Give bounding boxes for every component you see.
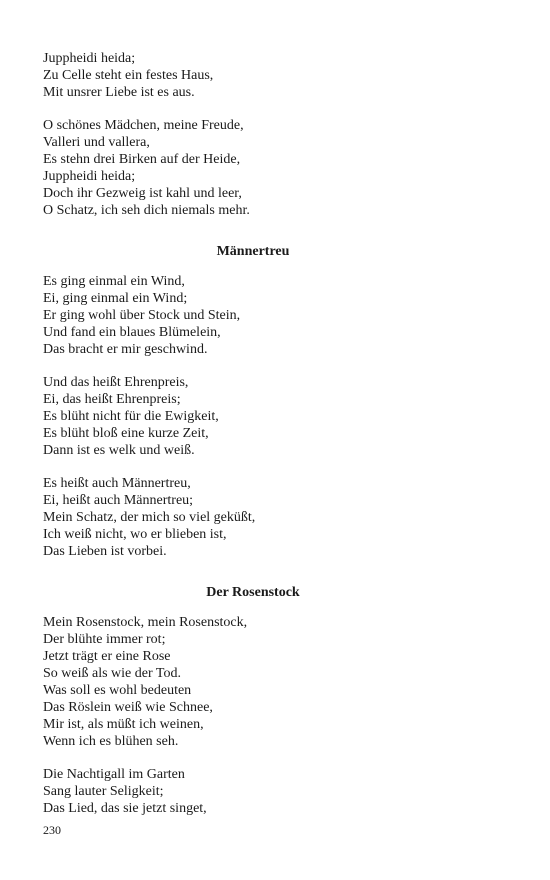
verse-line: Er ging wohl über Stock und Stein, — [43, 308, 241, 323]
verse-line: Das bracht er mir geschwind. — [43, 342, 208, 357]
verse-line: Wenn ich es blühen seh. — [43, 734, 179, 749]
verse-line: Doch ihr Gezweig ist kahl und leer, — [43, 186, 242, 201]
verse-line: Mein Schatz, der mich so viel geküßt, — [43, 510, 256, 525]
stanza — [43, 374, 513, 459]
verse-line: Es heißt auch Männertreu, — [43, 476, 191, 491]
verse-line: Juppheidi heida; — [43, 169, 136, 184]
verse-line: Sang lauter Seligkeit; — [43, 784, 164, 799]
verse-line: So weiß als wie der Tod. — [43, 666, 181, 681]
verse-line: Mit unsrer Liebe ist es aus. — [43, 85, 195, 100]
verse-line: Der blühte immer rot; — [43, 632, 166, 647]
stanza — [43, 50, 513, 101]
verse-line: Und das heißt Ehrenpreis, — [43, 375, 189, 390]
verse-line: Mir ist, als müßt ich weinen, — [43, 717, 204, 732]
poem-title: Männertreu — [216, 244, 290, 259]
verse-line: Ei, ging einmal ein Wind; — [43, 291, 188, 306]
poem-column — [43, 50, 513, 833]
verse-line: Ei, heißt auch Männertreu; — [43, 493, 194, 508]
page-number: 230 — [43, 823, 61, 837]
stanza — [43, 475, 513, 560]
verse-line: Es blüht nicht für die Ewigkeit, — [43, 409, 219, 424]
verse-line: Was soll es wohl bedeuten — [43, 683, 192, 698]
verse-line: Valleri und vallera, — [43, 135, 150, 150]
verse-line: Dann ist es welk und weiß. — [43, 443, 195, 458]
verse-line: Das Röslein weiß wie Schnee, — [43, 700, 213, 715]
verse-line: O schönes Mädchen, meine Freude, — [43, 118, 244, 133]
verse-line: Das Lied, das sie jetzt singet, — [43, 801, 207, 816]
stanza — [43, 117, 513, 219]
stanza — [43, 614, 513, 750]
poem-title: Der Rosenstock — [206, 585, 300, 600]
verse-line: Jetzt trägt er eine Rose — [43, 649, 171, 664]
verse-line: Zu Celle steht ein festes Haus, — [43, 68, 214, 83]
verse-line: Es stehn drei Birken auf der Heide, — [43, 152, 241, 167]
verse-line: Das Lieben ist vorbei. — [43, 544, 167, 559]
verse-line: Es blüht bloß eine kurze Zeit, — [43, 426, 209, 441]
verse-line: Und fand ein blaues Blümelein, — [43, 325, 221, 340]
verse-line: Mein Rosenstock, mein Rosenstock, — [43, 615, 248, 630]
verse-line: Es ging einmal ein Wind, — [43, 274, 185, 289]
verse-line: O Schatz, ich seh dich niemals mehr. — [43, 203, 250, 218]
verse-line: Die Nachtigall im Garten — [43, 767, 185, 782]
verse-line: Juppheidi heida; — [43, 51, 136, 66]
verse-line: Ei, das heißt Ehrenpreis; — [43, 392, 181, 407]
stanza — [43, 766, 513, 817]
verse-line: Ich weiß nicht, wo er blieben ist, — [43, 527, 227, 542]
stanza — [43, 273, 513, 358]
